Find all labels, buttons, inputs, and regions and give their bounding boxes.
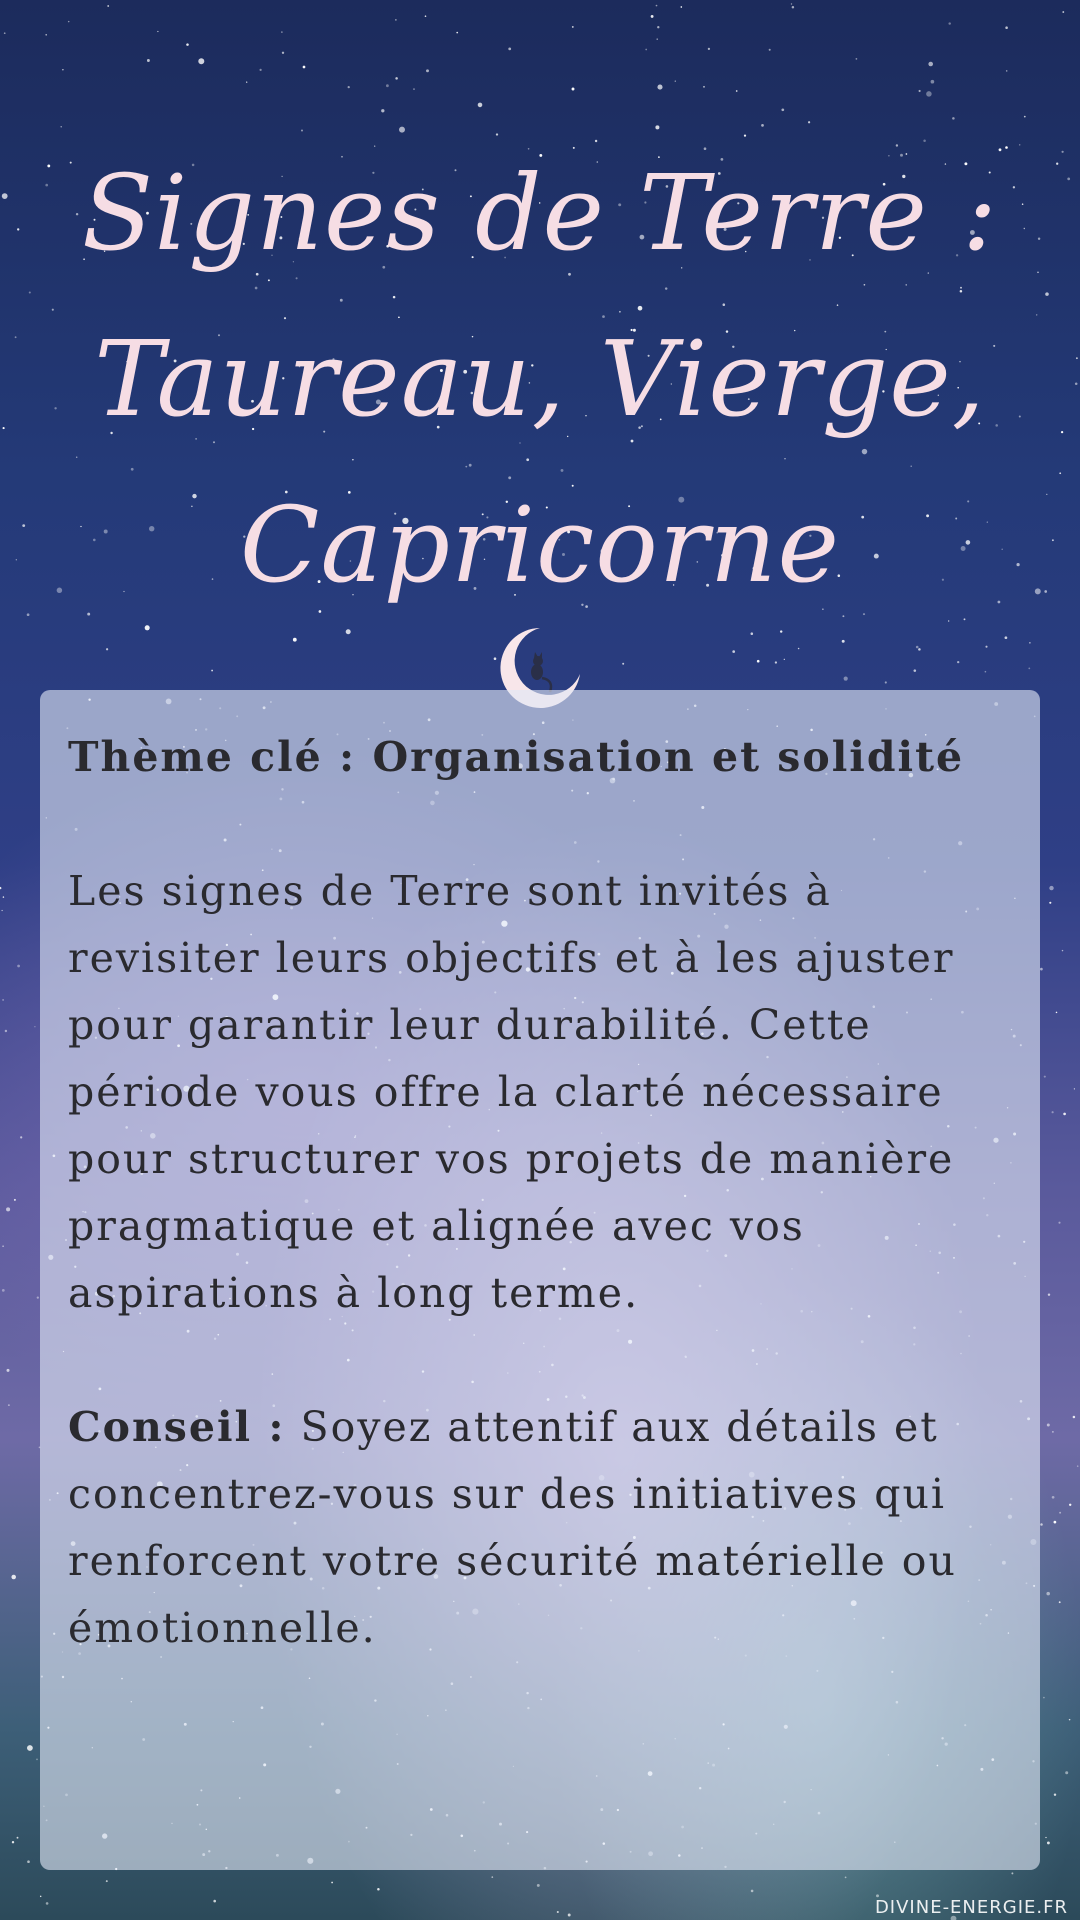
page-title — [0, 130, 1080, 628]
horoscope-card — [40, 690, 1040, 1870]
title-line-1: Signes de Terre : — [81, 152, 999, 274]
title-line-3: Capricorne — [239, 484, 841, 606]
site-watermark: DIVINE-ENERGIE.FR — [874, 1897, 1068, 1918]
advice-paragraph — [68, 1394, 1012, 1662]
advice-label: Conseil : — [68, 1403, 286, 1451]
title-line-2: Taureau, Vierge, — [94, 318, 986, 440]
advice-text: Soyez attentif aux détails et concentrez-vous sur des initiatives qui renforcent votre sécurité matérielle ou émotionnelle. — [68, 1403, 957, 1652]
horoscope-paragraph: Les signes de Terre sont invités à revisiter leurs objectifs et à les ajuster pour garantir leur durabilité. Cette période vous offre la clarté nécessaire pour structurer vos projets de manière pragmatique et alignée avec vos aspirations à long terme. — [68, 867, 955, 1317]
key-theme-heading: Thème clé : Organisation et solidité — [68, 733, 965, 781]
